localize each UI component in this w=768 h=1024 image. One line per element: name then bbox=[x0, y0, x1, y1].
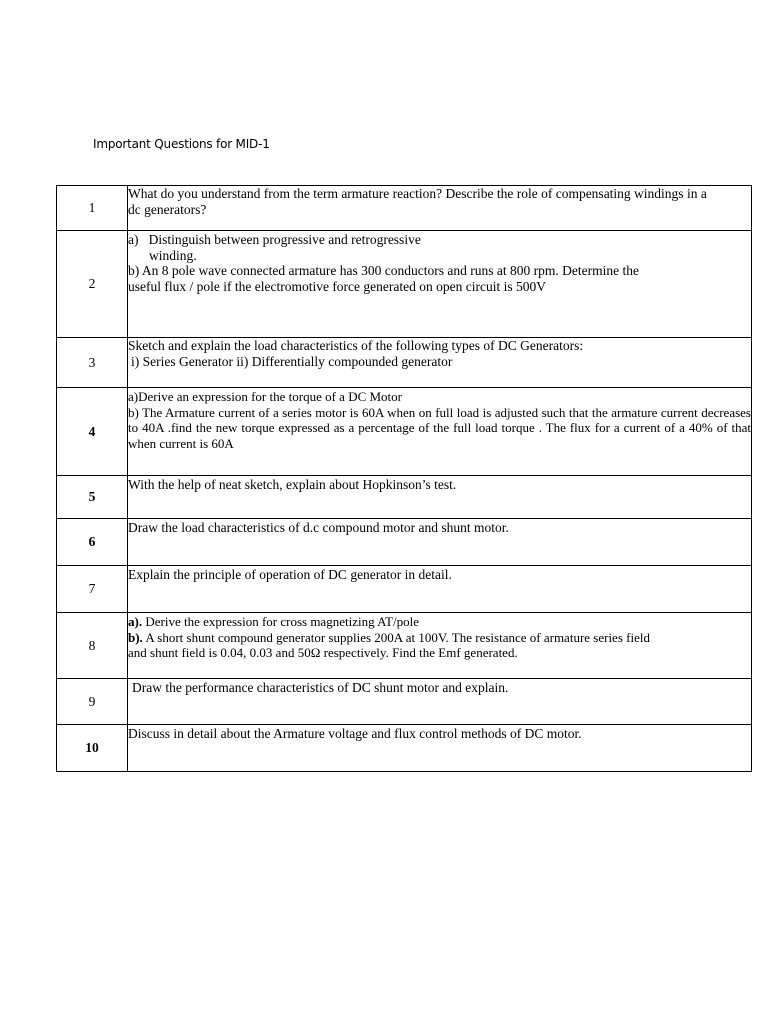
question-line: b) An 8 pole wave connected armature has 300 conductors and runs at 800 rpm. Determine the bbox=[128, 263, 639, 278]
question-text bbox=[128, 476, 752, 519]
question-text bbox=[128, 613, 752, 679]
item-text: Distinguish between progressive and retrogressive bbox=[148, 232, 421, 247]
question-line: Explain the principle of operation of DC generator in detail. bbox=[128, 567, 452, 582]
question-text bbox=[128, 725, 752, 772]
question-row-7 bbox=[57, 566, 752, 613]
question-line: useful flux / pole if the electromotive force generated on open circuit is 500V bbox=[128, 278, 546, 294]
question-row-2 bbox=[57, 231, 752, 338]
question-line: Draw the load characteristics of d.c compound motor and shunt motor. bbox=[128, 520, 509, 535]
item-marker: a). bbox=[128, 614, 143, 629]
question-number: 1 bbox=[57, 186, 128, 231]
question-number: 2 bbox=[57, 231, 128, 338]
question-row-9 bbox=[57, 679, 752, 725]
question-line: winding. bbox=[149, 247, 197, 263]
question-line: and shunt field is 0.04, 0.03 and 50Ω respectively. Find the Emf generated. bbox=[128, 645, 518, 660]
question-line: a)Derive an expression for the torque of a DC Motor bbox=[128, 389, 402, 404]
question-text bbox=[128, 519, 752, 566]
question-number: 6 bbox=[57, 519, 128, 566]
question-line bbox=[128, 232, 751, 248]
question-number: 8 bbox=[57, 613, 128, 679]
question-text bbox=[128, 338, 752, 388]
question-text bbox=[128, 231, 752, 338]
question-text bbox=[128, 186, 752, 231]
question-row-10 bbox=[57, 725, 752, 772]
questions-table bbox=[56, 185, 752, 772]
question-line: Discuss in detail about the Armature voltage and flux control methods of DC motor. bbox=[128, 726, 582, 741]
question-line: dc generators? bbox=[128, 201, 207, 217]
question-number: 5 bbox=[57, 476, 128, 519]
question-row-6 bbox=[57, 519, 752, 566]
question-line: With the help of neat sketch, explain about Hopkinson’s test. bbox=[128, 477, 457, 492]
question-line: Draw the performance characteristics of DC shunt motor and explain. bbox=[132, 680, 509, 695]
question-line: Sketch and explain the load characteristics of the following types of DC Generators: bbox=[128, 338, 584, 353]
question-number: 10 bbox=[57, 725, 128, 772]
question-row-3 bbox=[57, 338, 752, 388]
question-number: 7 bbox=[57, 566, 128, 613]
question-row-5 bbox=[57, 476, 752, 519]
item-marker: b). bbox=[128, 629, 143, 645]
item-text: A short shunt compound generator supplies 200A at 100V. The resistance of armature series field bbox=[145, 629, 650, 645]
question-number: 3 bbox=[57, 338, 128, 388]
question-text bbox=[128, 679, 752, 725]
question-text bbox=[128, 388, 752, 476]
question-line: i) Series Generator ii) Differentially compounded generator bbox=[131, 353, 453, 369]
item-marker: a) bbox=[128, 232, 139, 247]
question-row-8 bbox=[57, 613, 752, 679]
question-row-1 bbox=[57, 186, 752, 231]
question-line bbox=[128, 630, 751, 646]
document-heading: Important Questions for MID-1 bbox=[93, 137, 270, 151]
question-row-4 bbox=[57, 388, 752, 476]
item-text: Derive the expression for cross magnetizing AT/pole bbox=[145, 614, 419, 629]
question-number: 4 bbox=[57, 388, 128, 476]
question-number: 9 bbox=[57, 679, 128, 725]
question-line bbox=[128, 614, 751, 630]
question-line: b) The Armature current of a series motor is 60A when on full load is adjusted such that the armature current decreases to 40A .find the new torque expressed as a percentage of the full load torque . The flux for a current of a 40% of that when current is 60A bbox=[128, 404, 751, 451]
question-text bbox=[128, 566, 752, 613]
question-line: What do you understand from the term armature reaction? Describe the role of compensating windings in a bbox=[128, 186, 707, 201]
